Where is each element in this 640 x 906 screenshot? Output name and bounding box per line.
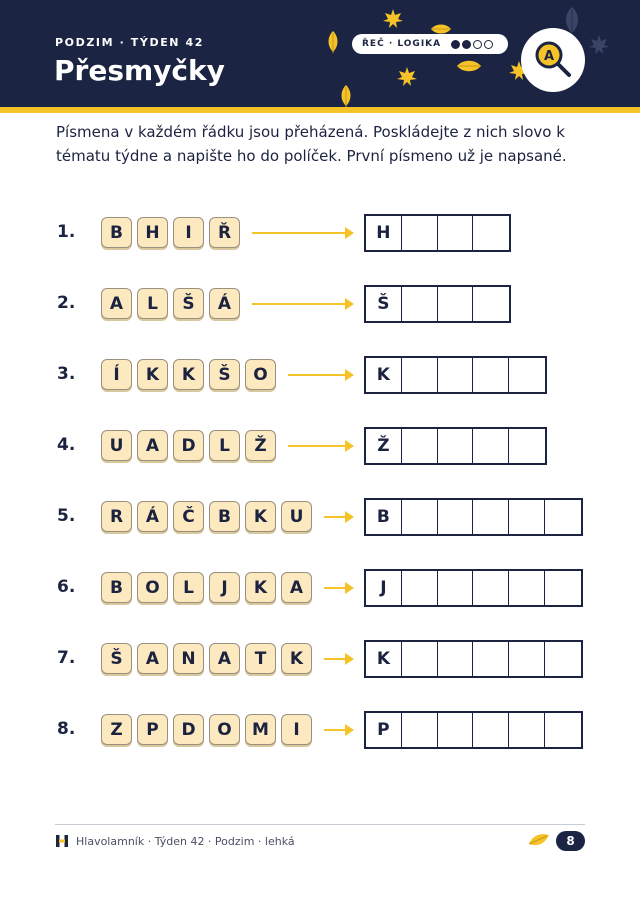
puzzle-row <box>0 497 640 537</box>
letter-tile: Š <box>173 288 204 319</box>
leaf-icon <box>338 84 354 107</box>
letter-tile: R <box>101 501 132 532</box>
answer-cell-empty[interactable] <box>438 216 474 250</box>
instructions-text: Písmena v každém řádku jsou přeházená. Poskládejte z nich slovo k tématu týdne a napište ho do políček. První písmeno už je napsané. <box>56 123 567 165</box>
answer-cell-empty[interactable] <box>402 358 438 392</box>
puzzle-number: 4. <box>57 435 76 455</box>
letter-tile: D <box>173 430 204 461</box>
letter-tile: A <box>209 643 240 674</box>
difficulty-dot-empty <box>484 40 493 49</box>
puzzle-number: 8. <box>57 719 76 739</box>
puzzle-row <box>0 355 640 395</box>
answer-cell-empty[interactable] <box>545 713 581 747</box>
arrow-line <box>324 516 346 518</box>
letter-tile: Č <box>173 501 204 532</box>
letter-tile: K <box>245 572 276 603</box>
letter-tile: H <box>137 217 168 248</box>
letter-tile: I <box>281 714 312 745</box>
letter-tile: I <box>173 217 204 248</box>
maple-leaf-icon <box>382 8 404 30</box>
arrow-line <box>324 729 346 731</box>
letter-tile: T <box>245 643 276 674</box>
arrow-head-icon <box>345 724 354 736</box>
letter-tile: Í <box>101 359 132 390</box>
letter-tile: A <box>101 288 132 319</box>
answer-cell-empty[interactable] <box>438 571 474 605</box>
answer-cell-empty[interactable] <box>473 358 509 392</box>
magnifier-icon <box>521 28 585 92</box>
header-banner <box>0 0 640 107</box>
letter-tile: K <box>137 359 168 390</box>
letter-tile: Ř <box>209 217 240 248</box>
difficulty-dot-filled <box>462 40 471 49</box>
answer-cell-empty[interactable] <box>438 500 474 534</box>
arrow-head-icon <box>345 511 354 523</box>
answer-cell-empty[interactable] <box>438 429 474 463</box>
arrow-line <box>324 587 346 589</box>
puzzle-number: 7. <box>57 648 76 668</box>
letter-tile: O <box>137 572 168 603</box>
answer-cell-empty[interactable] <box>545 571 581 605</box>
letter-tile: A <box>137 430 168 461</box>
answer-boxes <box>364 640 583 678</box>
letter-tile: K <box>281 643 312 674</box>
letter-tile: N <box>173 643 204 674</box>
answer-cell-empty[interactable] <box>509 571 545 605</box>
page-title: Přesmyčky <box>54 54 225 87</box>
answer-cell-empty[interactable] <box>402 713 438 747</box>
letter-tile: Ž <box>245 430 276 461</box>
answer-cell-empty[interactable] <box>473 713 509 747</box>
footer-text: Hlavolamník · Týden 42 · Podzim · lehká <box>76 835 295 848</box>
letter-tile: J <box>209 572 240 603</box>
answer-cell-empty[interactable] <box>473 642 509 676</box>
page-number: 8 <box>556 831 585 851</box>
answer-cell-given: H <box>366 216 402 250</box>
answer-cell-empty[interactable] <box>509 713 545 747</box>
eyebrow-label: PODZIM · TÝDEN 42 <box>55 36 205 49</box>
letter-tile: Š <box>209 359 240 390</box>
leaf-icon <box>325 30 341 54</box>
answer-boxes <box>364 569 583 607</box>
answer-boxes <box>364 427 547 465</box>
letter-tile: U <box>281 501 312 532</box>
header-stripe <box>0 107 640 113</box>
puzzle-number: 3. <box>57 364 76 384</box>
puzzle-row <box>0 213 640 253</box>
answer-cell-empty[interactable] <box>473 287 509 321</box>
answer-boxes <box>364 285 511 323</box>
answer-cell-empty[interactable] <box>473 571 509 605</box>
puzzle-number: 2. <box>57 293 76 313</box>
answer-cell-empty[interactable] <box>402 216 438 250</box>
answer-cell-empty[interactable] <box>402 571 438 605</box>
letter-tile: B <box>209 501 240 532</box>
letter-tile: L <box>173 572 204 603</box>
letter-tile: B <box>101 217 132 248</box>
arrow-line <box>252 232 346 234</box>
answer-boxes <box>364 498 583 536</box>
puzzle-row <box>0 284 640 324</box>
arrow-head-icon <box>345 298 354 310</box>
answer-cell-empty[interactable] <box>438 713 474 747</box>
puzzle-number: 5. <box>57 506 76 526</box>
letter-tile: L <box>137 288 168 319</box>
leaf-icon <box>456 58 482 74</box>
letter-tile: O <box>245 359 276 390</box>
puzzle-row <box>0 426 640 466</box>
answer-cell-given: K <box>366 358 402 392</box>
arrow-line <box>288 445 346 447</box>
letter-tile: D <box>173 714 204 745</box>
letter-tile: Á <box>209 288 240 319</box>
answer-cell-empty[interactable] <box>473 429 509 463</box>
h-logo-icon <box>55 834 69 848</box>
badge-letter: A <box>543 49 555 64</box>
letter-tile: M <box>245 714 276 745</box>
puzzle-number: 6. <box>57 577 76 597</box>
answer-cell-empty[interactable] <box>473 500 509 534</box>
answer-cell-empty[interactable] <box>438 642 474 676</box>
answer-cell-empty[interactable] <box>402 287 438 321</box>
arrow-head-icon <box>345 582 354 594</box>
category-pill <box>352 34 508 54</box>
arrow-head-icon <box>345 227 354 239</box>
puzzle-row <box>0 568 640 608</box>
leaf-icon <box>528 832 550 848</box>
footer-divider <box>55 824 585 825</box>
leaf-icon <box>430 22 452 36</box>
letter-tile: B <box>101 572 132 603</box>
maple-leaf-icon <box>588 34 610 56</box>
answer-cell-given: Š <box>366 287 402 321</box>
answer-cell-empty[interactable] <box>509 500 545 534</box>
answer-boxes <box>364 711 583 749</box>
arrow-line <box>324 658 346 660</box>
answer-cell-given: K <box>366 642 402 676</box>
difficulty-dots <box>451 40 495 49</box>
answer-cell-empty[interactable] <box>438 358 474 392</box>
arrow-line <box>288 374 346 376</box>
answer-cell-empty[interactable] <box>509 358 545 392</box>
answer-cell-given: J <box>366 571 402 605</box>
puzzle-row <box>0 710 640 750</box>
letter-tile: K <box>173 359 204 390</box>
letter-tile: U <box>101 430 132 461</box>
answer-cell-given: Ž <box>366 429 402 463</box>
badge-circle <box>521 28 585 92</box>
answer-cell-empty[interactable] <box>402 642 438 676</box>
letter-tile: A <box>281 572 312 603</box>
arrow-line <box>252 303 346 305</box>
letter-tile: Z <box>101 714 132 745</box>
puzzle-number: 1. <box>57 222 76 242</box>
answer-cell-empty[interactable] <box>473 216 509 250</box>
arrow-head-icon <box>345 369 354 381</box>
answer-cell-empty[interactable] <box>545 500 581 534</box>
answer-boxes <box>364 214 511 252</box>
letter-tile: O <box>209 714 240 745</box>
letter-tile: Š <box>101 643 132 674</box>
category-label: ŘEČ · LOGIKA <box>362 39 442 49</box>
answer-cell-empty[interactable] <box>509 642 545 676</box>
letter-tile: Á <box>137 501 168 532</box>
letter-tile: K <box>245 501 276 532</box>
maple-leaf-icon <box>396 66 418 88</box>
letter-tile: A <box>137 643 168 674</box>
difficulty-dot-empty <box>473 40 482 49</box>
answer-cell-given: P <box>366 713 402 747</box>
letter-tile: P <box>137 714 168 745</box>
arrow-head-icon <box>345 653 354 665</box>
answer-cell-empty[interactable] <box>402 500 438 534</box>
puzzle-row <box>0 639 640 679</box>
difficulty-dot-filled <box>451 40 460 49</box>
answer-boxes <box>364 356 547 394</box>
answer-cell-given: B <box>366 500 402 534</box>
arrow-head-icon <box>345 440 354 452</box>
letter-tile: L <box>209 430 240 461</box>
answer-cell-empty[interactable] <box>545 642 581 676</box>
answer-cell-empty[interactable] <box>438 287 474 321</box>
answer-cell-empty[interactable] <box>509 429 545 463</box>
answer-cell-empty[interactable] <box>402 429 438 463</box>
